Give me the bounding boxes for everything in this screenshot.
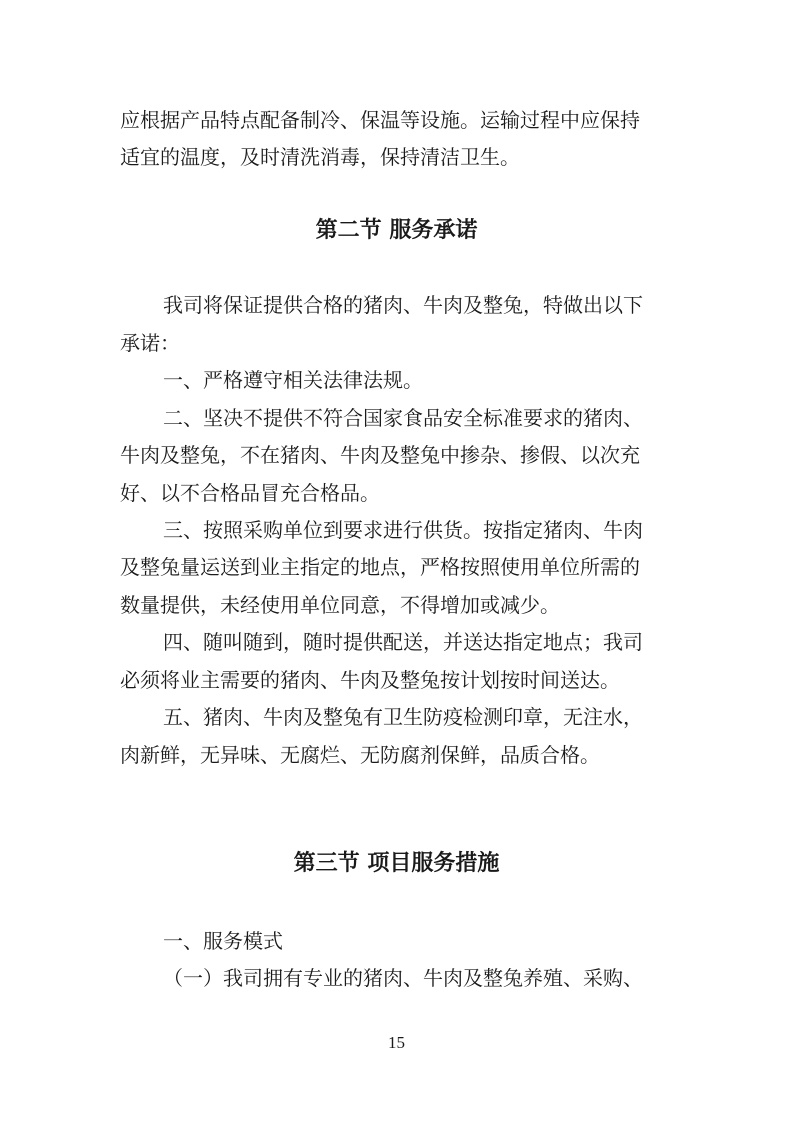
section-2-heading: 第二节 服务承诺 [315, 218, 478, 243]
commitment-3-line-2: 及整兔量运送到业主指定的地点，严格按照使用单位所需的 [120, 555, 640, 579]
commitment-intro-line-2: 承诺： [120, 331, 180, 355]
commitment-intro-line-1: 我司将保证提供合格的猪肉、牛肉及整兔，特做出以下 [163, 293, 643, 317]
commitment-4-line-1: 四、随叫随到，随时提供配送，并送达指定地点；我司 [163, 630, 643, 654]
intro-line-1: 应根据产品特点配备制冷、保温等设施。运输过程中应保持 [120, 108, 640, 132]
service-mode-item-1-line-1: （一）我司拥有专业的猪肉、牛肉及整兔养殖、采购、 [163, 966, 643, 990]
commitment-2-line-1: 二、坚决不提供不符合国家食品安全标准要求的猪肉、 [163, 406, 643, 430]
commitment-4-line-2: 必须将业主需要的猪肉、牛肉及整兔按计划按时间送达。 [120, 668, 620, 692]
commitment-3-line-3: 数量提供，未经使用单位同意，不得增加或减少。 [120, 593, 560, 617]
commitment-2-line-3: 好、以不合格品冒充合格品。 [120, 481, 380, 505]
commitment-1-line-1: 一、严格遵守相关法律法规。 [163, 368, 423, 392]
section-3-heading: 第三节 项目服务措施 [293, 851, 500, 876]
commitment-3-line-1: 三、按照采购单位到要求进行供货。按指定猪肉、牛肉 [163, 518, 643, 542]
commitment-5-line-1: 五、猪肉、牛肉及整兔有卫生防疫检测印章，无注水， [163, 705, 643, 729]
intro-line-2: 适宜的温度，及时清洗消毒，保持清洁卫生。 [120, 145, 520, 169]
page-number: 15 [388, 1033, 405, 1052]
commitment-5-line-2: 肉新鲜，无异味、无腐烂、无防腐剂保鲜，品质合格。 [120, 743, 600, 767]
service-mode-heading: 一、服务模式 [163, 929, 283, 953]
commitment-2-line-2: 牛肉及整兔，不在猪肉、牛肉及整兔中掺杂、掺假、以次充 [120, 443, 640, 467]
